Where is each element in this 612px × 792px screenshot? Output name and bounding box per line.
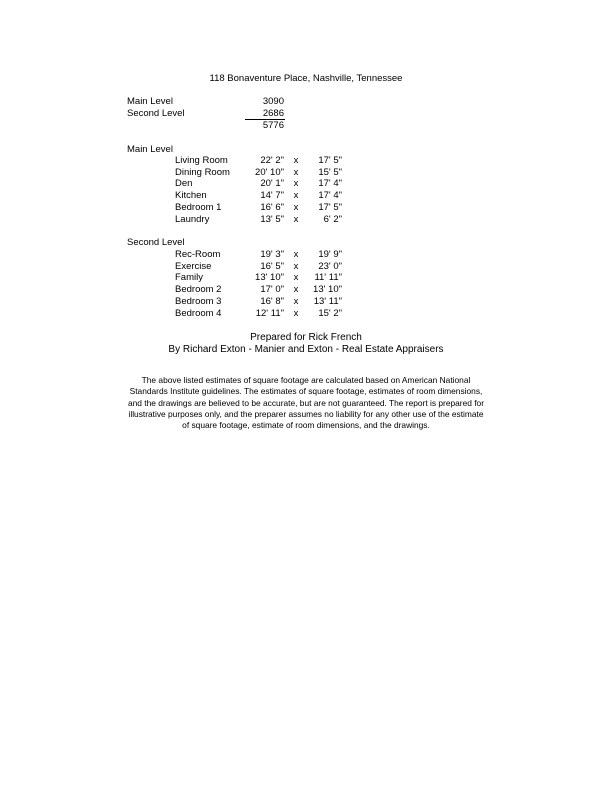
- room-length: 20' 1": [260, 178, 284, 190]
- room-width: 19' 9": [318, 249, 342, 260]
- room-width: 13' 10": [313, 284, 342, 296]
- main-level-heading: Main Level: [127, 144, 173, 155]
- room-width: 15' 5": [318, 166, 342, 178]
- room-by-separator: x: [293, 260, 299, 272]
- room-length: 19' 3": [260, 249, 284, 260]
- room-name: Dining Room: [175, 166, 230, 178]
- room-by-separator: x: [293, 190, 299, 202]
- disclaimer-text: The above listed estimates of square footage are calculated based on American National Standards Institute guidelines. The estimates of square footage, estimates of room dimensions, and the drawings are believed to be accurate, but are not guaranteed. The report is prepared for illustrative purposes only, and the preparer assumes no liability for any other use of the estimate of square footage, estimate of room dimensions, and the drawings.: [127, 375, 484, 431]
- room-length: 16' 5": [260, 260, 284, 272]
- summary-second-level-label: Second Level: [127, 108, 185, 119]
- room-by-separator: x: [293, 307, 299, 319]
- room-by-separator: x: [293, 249, 299, 260]
- room-length: 14' 7": [260, 190, 284, 202]
- room-name: Bedroom 4: [175, 307, 222, 319]
- room-name: Kitchen: [175, 190, 207, 202]
- room-name: Bedroom 1: [175, 201, 222, 213]
- room-length: 16' 8": [260, 295, 284, 307]
- room-width: 13' 11": [313, 295, 342, 307]
- room-length: 22' 2": [260, 155, 284, 166]
- room-name: Exercise: [175, 260, 212, 272]
- room-by-separator: x: [293, 284, 299, 296]
- room-width: 11' 11": [314, 272, 342, 284]
- room-length: 13' 5": [260, 213, 284, 225]
- room-by-separator: x: [293, 155, 299, 166]
- summary-total-value: 5776: [262, 120, 284, 131]
- room-name: Bedroom 3: [175, 295, 222, 307]
- room-name: Den: [175, 178, 193, 190]
- summary-main-level-label: Main Level: [127, 96, 173, 107]
- room-name: Living Room: [175, 155, 228, 166]
- room-name: Rec-Room: [175, 249, 221, 260]
- room-length: 20' 10": [255, 166, 284, 178]
- room-name: Bedroom 2: [175, 284, 222, 296]
- room-width: 17' 5": [318, 201, 342, 213]
- summary-main-level-value: 3090: [262, 96, 284, 107]
- room-by-separator: x: [293, 213, 299, 225]
- prepared-by: By Richard Exton - Manier and Exton - Real Estate Appraisers: [168, 344, 444, 355]
- room-length: 17' 0": [260, 284, 284, 296]
- room-width: 17' 5": [318, 155, 342, 166]
- room-by-separator: x: [293, 178, 299, 190]
- summary-second-level-value: 2686: [262, 108, 284, 119]
- room-by-separator: x: [293, 295, 299, 307]
- room-by-separator: x: [293, 166, 299, 178]
- document-title: 118 Bonaventure Place, Nashville, Tennessee: [209, 73, 403, 84]
- room-width: 17' 4": [318, 178, 342, 190]
- room-length: 12' 11": [255, 307, 284, 319]
- room-by-separator: x: [293, 201, 299, 213]
- second-level-heading: Second Level: [127, 237, 185, 248]
- room-width: 6' 2": [323, 213, 342, 225]
- room-name: Family: [175, 272, 203, 284]
- room-name: Laundry: [175, 213, 210, 225]
- prepared-for: Prepared for Rick French: [250, 332, 362, 343]
- room-width: 15' 2": [318, 307, 342, 319]
- room-length: 16' 6": [260, 201, 284, 213]
- room-by-separator: x: [293, 272, 299, 284]
- room-width: 17' 4": [318, 190, 342, 202]
- room-length: 13' 10": [255, 272, 284, 284]
- room-width: 23' 0": [318, 260, 342, 272]
